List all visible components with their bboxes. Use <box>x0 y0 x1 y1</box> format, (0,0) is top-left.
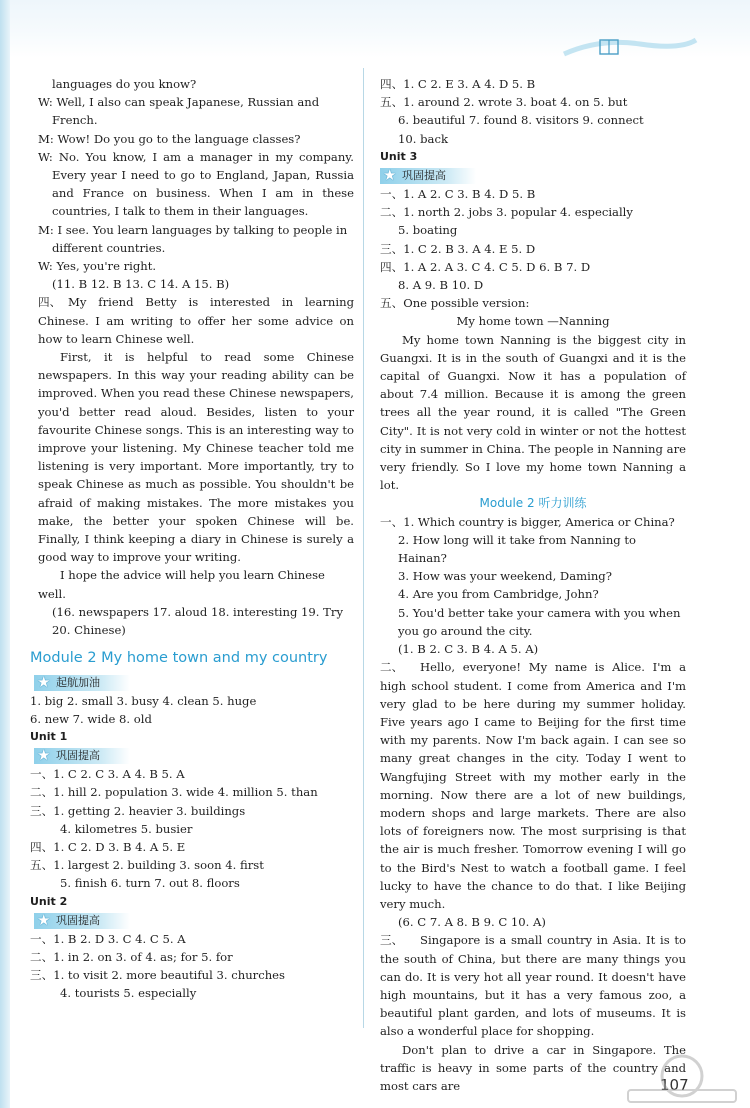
column-divider <box>363 68 364 1028</box>
answer-line: 6. beautiful 7. found 8. visitors 9. connect <box>398 113 644 128</box>
answer-line: 五、One possible version: <box>380 296 530 311</box>
star-icon: ★ <box>37 746 51 765</box>
answer-line: 5. boating <box>398 223 458 238</box>
section-two: 二、 Hello, everyone! My name is Alice. I'm a high school student. I come from America and I'm very glad to be here during my summer holiday. Five years ago I came to Beijing for the first time with my parents. Now I'm back again. I can see so many great changes in the city. Today I went to Wangfujing Street with my mother early in the morning. Now there are a lot of new buildings, modern shops and large markets. There are also lots of foreigners now. The most surprising is that the air is much fresher. Tomorrow evening I will go to the Bird's Nest to watch a football game. I feel lucky to have the chance to do that. I like Beijing very much. <box>380 660 686 911</box>
unit-label: Unit 2 <box>30 894 68 908</box>
listening-title: Module 2 听力训练 <box>479 496 587 511</box>
star-icon: ★ <box>37 672 51 691</box>
listen-line: 2. How long will it take from Nanning to Hainan? <box>398 532 637 566</box>
answer-line: 二、1. in 2. on 3. of 4. as; for 5. for <box>30 949 233 964</box>
answer-line: 五、1. around 2. wrote 3. boat 4. on 5. but <box>380 95 628 110</box>
unit-label: Unit 1 <box>30 729 68 743</box>
listen-line: 4. Are you from Cambridge, John? <box>398 587 599 602</box>
page-number: 107 <box>660 1076 689 1094</box>
answer-key: (11. B 12. B 13. C 14. A 15. B) <box>52 277 230 292</box>
listen-line: 一、1. Which country is bigger, America or China? <box>380 514 675 529</box>
answer-line: 5. finish 6. turn 7. out 8. floors <box>60 876 240 891</box>
answer-line: 二、1. north 2. jobs 3. popular 4. especially <box>380 205 633 220</box>
star-icon: ★ <box>37 910 51 929</box>
essay-paragraph: I hope the advice will help you learn Chinese well. <box>38 568 325 601</box>
answer-line: 10. back <box>398 131 448 146</box>
dialogue-line: W: Yes, you're right. <box>38 259 157 274</box>
answer-line: 四、1. C 2. D 3. B 4. A 5. E <box>30 839 186 854</box>
watermark-logo <box>622 1052 742 1106</box>
answer-line: 一、1. C 2. C 3. A 4. B 5. A <box>30 767 185 782</box>
dialogue-line: M: Wow! Do you go to the language classes? <box>38 131 301 146</box>
answer-line: 五、1. largest 2. building 3. soon 4. first <box>30 858 264 873</box>
dialogue-line: M: I see. You learn languages by talking to people in different countries. <box>38 222 348 255</box>
answer-line: 三、1. C 2. B 3. A 4. E 5. D <box>380 241 536 256</box>
answer-line: 四、1. C 2. E 3. A 4. D 5. B <box>380 77 536 91</box>
dialogue-line: languages do you know? <box>52 77 197 91</box>
banner-consolidate: ★ 巩固提高 <box>380 168 476 184</box>
answer-line: 四、1. A 2. A 3. C 4. C 5. D 6. B 7. D <box>380 259 591 274</box>
answer-line: 一、1. B 2. D 3. C 4. C 5. A <box>30 931 186 946</box>
left-column <box>30 75 354 1003</box>
dialogue-line: W: Well, I also can speak Japanese, Russian and French. <box>38 95 320 128</box>
essay-title: My home town —Nanning <box>456 314 610 329</box>
essay-paragraph: Don't plan to drive a car in Singapore. The traffic is heavy in some parts of the country and most cars are <box>380 1042 686 1093</box>
answer-line: 1. big 2. small 3. busy 4. clean 5. huge <box>30 693 257 708</box>
answer-line: 三、1. to visit 2. more beautiful 3. churches <box>30 968 285 983</box>
essay-paragraph: First, it is helpful to read some Chinese newspapers. In this way your reading ability can be improved. When you read these Chinese newspapers, you'd better read aloud. Besides, listen to your favourite Chinese songs. This is an interesting way to improve your listening. My Chinese teacher told me listening is very important. More importantly, try to speak Chinese as much as possible. You shouldn't be afraid of making mistakes. The more mistakes you make, the better your spoken Chinese will be. Finally, I think keeping a diary in Chinese is surely a good way to improve your writing. <box>38 350 354 565</box>
answer-line: 4. tourists 5. especially <box>60 986 197 1001</box>
banner-start: ★ 起航加油 <box>34 675 130 691</box>
right-column <box>380 75 686 1095</box>
answer-line: 4. kilometres 5. busier <box>60 821 193 836</box>
section-three: 三、 Singapore is a small country in Asia. It is to the south of China, but there are many things you can do. It is very hot all year round. It doesn't have high mountains, but it has a very famous zoo, a beautiful plant garden, and lots of museums. It is also a wonderful place for shopping. <box>380 933 686 1039</box>
module-title: Module 2 My home town and my country <box>30 650 328 667</box>
answer-line: 三、1. getting 2. heavier 3. buildings <box>30 803 246 818</box>
section-four: 四、 My friend Betty is interested in learning Chinese. I am writing to offer her some advice on how to learn Chinese well. <box>38 295 354 346</box>
book-decoration-icon <box>560 34 700 62</box>
star-icon: ★ <box>383 166 397 185</box>
banner-consolidate: ★ 巩固提高 <box>34 913 130 929</box>
answer-key: (6. C 7. A 8. B 9. C 10. A) <box>398 915 546 930</box>
listen-line: 5. You'd better take your camera with you when you go around the city. <box>398 605 681 638</box>
answer-key: (16. newspapers 17. aloud 18. interesting 19. Try 20. Chinese) <box>52 604 343 638</box>
answer-line: 二、1. hill 2. population 3. wide 4. million 5. than <box>30 785 318 800</box>
answer-key: (1. B 2. C 3. B 4. A 5. A) <box>398 642 539 657</box>
answer-line: 6. new 7. wide 8. old <box>30 711 152 726</box>
answer-line: 8. A 9. B 10. D <box>398 278 484 293</box>
dialogue-line: W: No. You know, I am a manager in my company. Every year I need to go to England, Japan, Russia and France on business. When I am in these countries, I talk to them in their languages. <box>38 149 354 219</box>
unit-label: Unit 3 <box>380 149 418 163</box>
essay-paragraph: My home town Nanning is the biggest city in Guangxi. It is in the south of Guangxi and it is the capital of Guangxi. Now it has a population of about 7.4 million. Because it is among the green trees all the year round, it is called "The Green City". It is not very cold in winter or not the hottest city in summer in China. The people in Nanning are very friendly. So I love my home town Nanning a lot. <box>380 332 686 493</box>
banner-consolidate: ★ 巩固提高 <box>34 748 130 764</box>
answer-line: 一、1. A 2. C 3. B 4. D 5. B <box>380 187 536 202</box>
left-margin-bar <box>0 0 10 1108</box>
listen-line: 3. How was your weekend, Daming? <box>398 569 612 584</box>
